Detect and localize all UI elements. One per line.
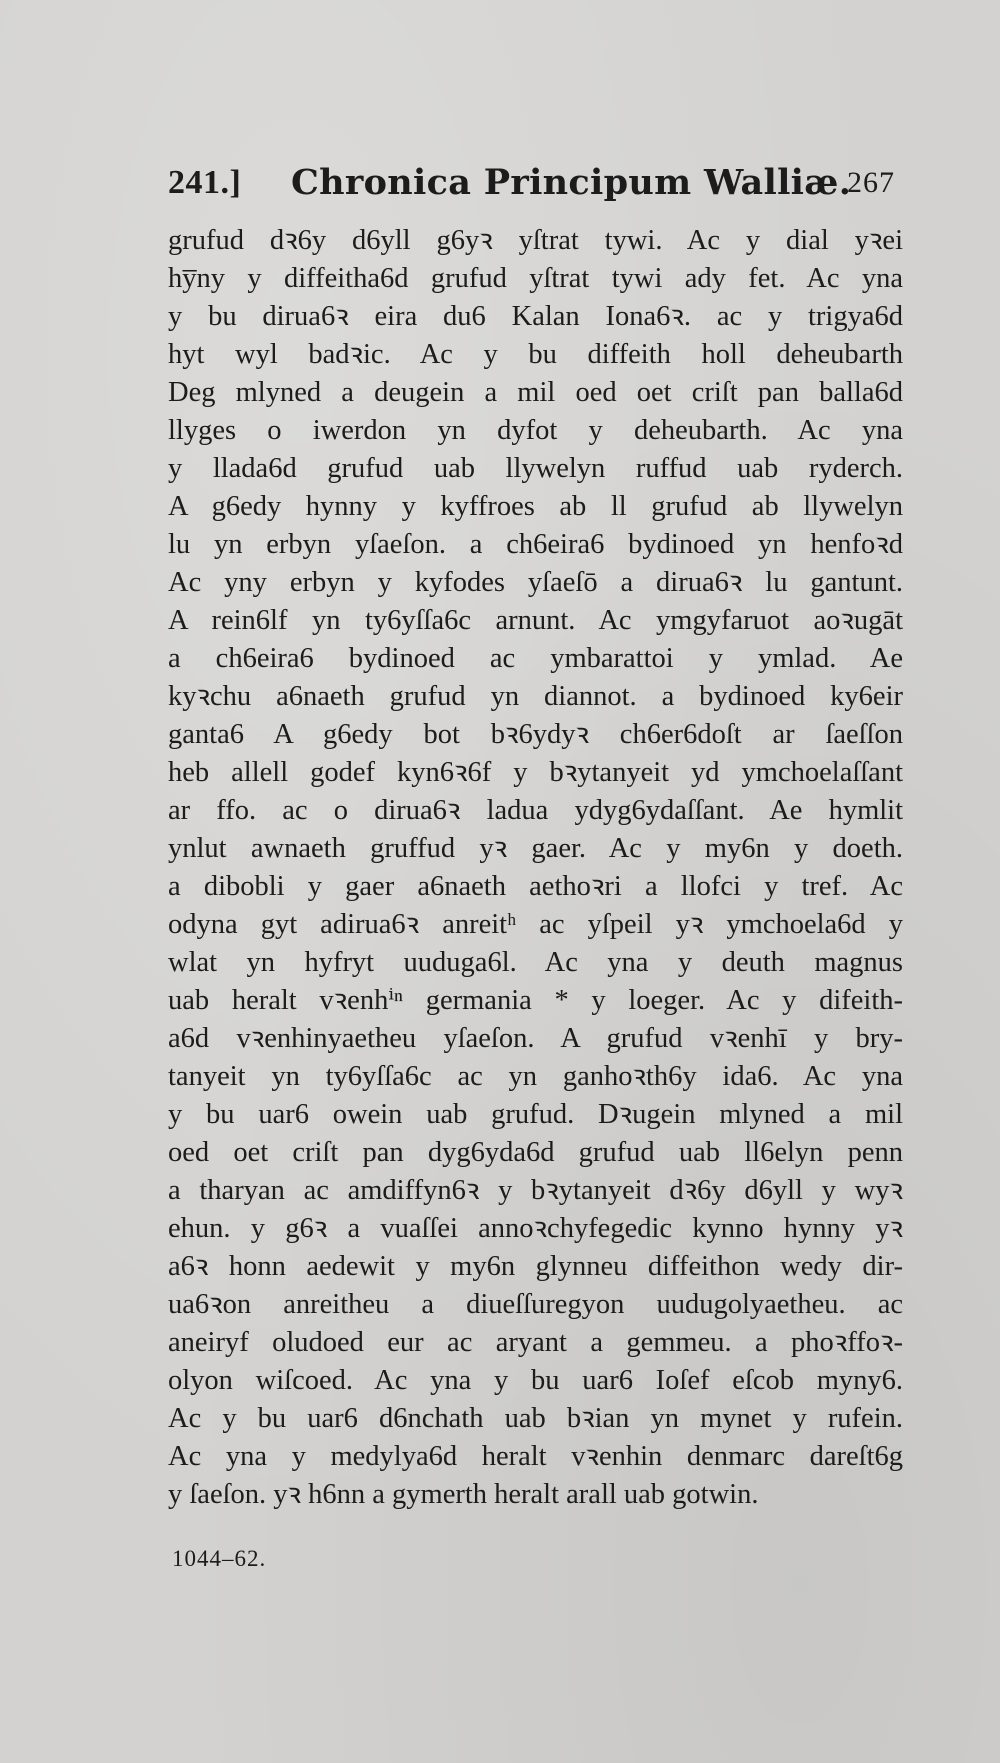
year-range-note: 1044–62.: [172, 1546, 267, 1571]
text-line: lu yn erbyn yſaeſon. a ch6eira6 bydinoed yn henfoꝛd: [168, 529, 903, 560]
text-line: a6ꝛ honn aedewit y my6n glynneu diffeithon wedy dir-: [168, 1251, 903, 1282]
text-line: Ac y bu uar6 d6nchath uab bꝛian yn mynet y rufein.: [168, 1403, 903, 1434]
text-line: A rein6lf yn ty6yſſa6c arnunt. Ac ymgyfaruot aoꝛugāt: [168, 605, 903, 636]
text-line: hyt wyl badꝛic. Ac y bu diffeith holl deheubarth: [168, 339, 903, 370]
text-line: kyꝛchu a6naeth grufud yn diannot. a bydinoed ky6eir: [168, 681, 903, 712]
text-line: uab heralt vꝛenhⁱⁿ germania * y loeger. Ac y difeith-: [168, 985, 903, 1016]
text-line: oed oet criſt pan dyg6yda6d grufud uab ll6elyn penn: [168, 1137, 903, 1168]
folio-reference: 241.]: [168, 164, 242, 201]
text-line: ar ffo. ac o dirua6ꝛ ladua ydyg6ydaſſant. Ae hymlit: [168, 795, 903, 826]
text-line: y llada6d grufud uab llywelyn ruffud uab ryderch.: [168, 453, 903, 484]
text-line: y ſaeſon. yꝛ h6nn a gymerth heralt arall uab gotwin.: [168, 1479, 759, 1510]
text-line: aneiryf oludoed eur ac aryant a gemmeu. a phoꝛffoꝛ-: [168, 1327, 903, 1358]
text-line: Ac yny erbyn y kyfodes yſaeſō a dirua6ꝛ lu gantunt.: [168, 567, 903, 598]
text-line: a tharyan ac amdiffyn6ꝛ y bꝛytanyeit dꝛ6y d6yll y wyꝛ: [168, 1175, 903, 1206]
text-line: a ch6eira6 bydinoed ac ymbarattoi y ymlad. Ae: [168, 643, 903, 674]
page-number: 267: [847, 166, 895, 199]
page-header: [168, 160, 895, 210]
text-line: olyon wiſcoed. Ac yna y bu uar6 Ioſef eſcob myny6.: [168, 1365, 903, 1396]
body-text: [168, 222, 903, 1514]
text-line: hy̅ny y diffeitha6d grufud yſtrat tywi ady fet. Ac yna: [168, 263, 903, 294]
text-line: a6d vꝛenhinyaetheu yſaeſon. A grufud vꝛenhī y bry-: [168, 1023, 903, 1054]
text-line: y bu uar6 owein uab grufud. Dꝛugein mlyned a mil: [168, 1099, 903, 1130]
text-line: a dibobli y gaer a6naeth aethoꝛri a llofci y tref. Ac: [168, 871, 903, 902]
text-line: llyges o iwerdon yn dyfot y deheubarth. Ac yna: [168, 415, 903, 446]
text-line: grufud dꝛ6y d6yll g6yꝛ yſtrat tywi. Ac y dial yꝛei: [168, 225, 903, 256]
text-line: y bu dirua6ꝛ eira du6 Kalan Iona6ꝛ. ac y trigya6d: [168, 301, 903, 332]
text-line: Deg mlyned a deugein a mil oed oet criſt pan balla6d: [168, 377, 903, 408]
text-line: tanyeit yn ty6yſſa6c ac yn ganhoꝛth6y ida6. Ac yna: [168, 1061, 903, 1092]
text-line: A g6edy hynny y kyffroes ab ll grufud ab llywelyn: [168, 491, 903, 522]
text-line: ua6ꝛon anreitheu a diueſſuregyon uudugolyaetheu. ac: [168, 1289, 903, 1320]
text-line: ganta6 A g6edy bot bꝛ6ydyꝛ ch6er6doſt ar ſaeſſon: [168, 719, 903, 750]
text-line: heb allell godef kyn6ꝛ6f y bꝛytanyeit yd ymchoelaſſant: [168, 757, 903, 788]
text-line: ynlut awnaeth gruffud yꝛ gaer. Ac y my6n y doeth.: [168, 833, 903, 864]
text-line: ehun. y g6ꝛ a vuaſſei annoꝛchyfegedic kynno hynny yꝛ: [168, 1213, 903, 1244]
text-line: odyna gyt adirua6ꝛ anreitʰ ac yſpeil yꝛ ymchoela6d y: [168, 909, 903, 940]
text-line: Ac yna y medylya6d heralt vꝛenhin denmarc dareſt6g: [168, 1441, 903, 1472]
text-line: wlat yn hyfryt uuduga6l. Ac yna y deuth magnus: [168, 947, 903, 978]
running-title: Chronica Principum Walliæ.: [291, 162, 852, 203]
